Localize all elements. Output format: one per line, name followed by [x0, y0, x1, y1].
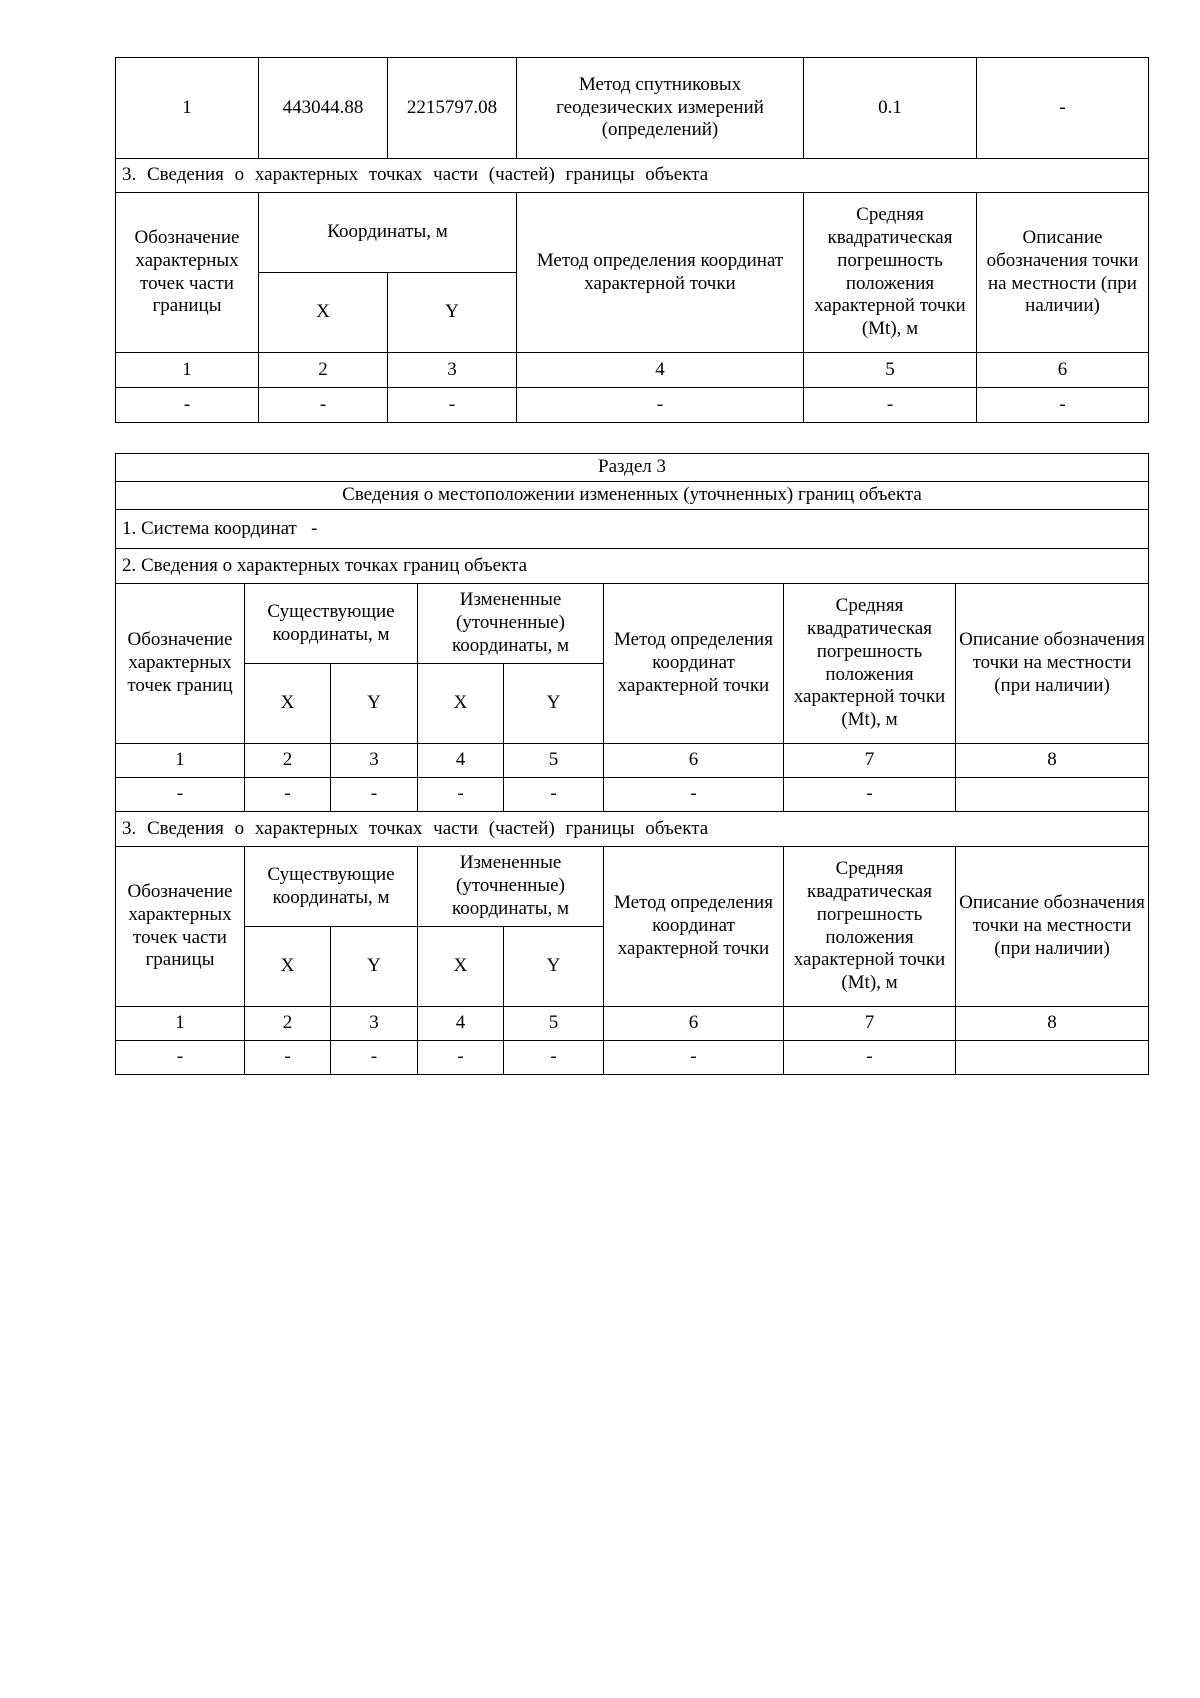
- table-row: [116, 482, 1149, 510]
- table-row: [116, 454, 1149, 482]
- table-row: [116, 1041, 1149, 1075]
- col-num: 5: [504, 744, 604, 778]
- header-coords: Координаты, м: [259, 193, 517, 273]
- header-x: X: [418, 664, 504, 744]
- col-num: 2: [245, 1007, 331, 1041]
- header-method: Метод определения координат характерной точки: [517, 193, 804, 353]
- table-row: [116, 778, 1149, 812]
- header-desc: Описание обозначения точки на местности (при наличии): [956, 584, 1149, 744]
- header-point-name: Обозначение характерных точек части границы: [116, 847, 245, 1007]
- col-num: 8: [956, 1007, 1149, 1041]
- header-row: [116, 847, 1149, 927]
- header-method: Метод определения координат характерной точки: [604, 584, 784, 744]
- header-method: Метод определения координат характерной точки: [604, 847, 784, 1007]
- table-row: [116, 159, 1149, 193]
- col-num: 7: [784, 1007, 956, 1041]
- empty-cell: -: [977, 388, 1149, 423]
- header-row: [116, 193, 1149, 273]
- header-mt: Средняя квадратическая погрешность положения характерной точки (Mt), м: [784, 584, 956, 744]
- header-x: X: [245, 664, 331, 744]
- cell-method: Метод спутниковых геодезических измерений (определений): [517, 58, 804, 159]
- header-changed-coords: Измененные (уточненные) координаты, м: [418, 584, 604, 664]
- col-num: 6: [977, 353, 1149, 388]
- empty-cell: [956, 778, 1149, 812]
- header-existing-coords: Существующие координаты, м: [245, 847, 418, 927]
- header-row: [116, 584, 1149, 664]
- header-point-name: Обозначение характерных точек части границы: [116, 193, 259, 353]
- section3-table: [115, 453, 1149, 1075]
- col-num: 2: [245, 744, 331, 778]
- cell-x: 443044.88: [259, 58, 388, 159]
- section-title-border-points: 2. Сведения о характерных точках границ объекта: [116, 549, 1149, 584]
- section-title-part-points: 3. Сведения о характерных точках части (частей) границы объекта: [116, 812, 1149, 847]
- empty-cell: -: [804, 388, 977, 423]
- column-number-row: [116, 744, 1149, 778]
- empty-cell: -: [418, 778, 504, 812]
- empty-cell: -: [784, 1041, 956, 1075]
- col-num: 3: [388, 353, 517, 388]
- empty-cell: -: [504, 778, 604, 812]
- header-existing-coords: Существующие координаты, м: [245, 584, 418, 664]
- empty-cell: -: [331, 1041, 418, 1075]
- col-num: 4: [418, 1007, 504, 1041]
- empty-cell: -: [504, 1041, 604, 1075]
- empty-cell: -: [517, 388, 804, 423]
- column-number-row: [116, 353, 1149, 388]
- header-y: Y: [504, 927, 604, 1007]
- column-number-row: [116, 1007, 1149, 1041]
- col-num: 5: [504, 1007, 604, 1041]
- header-y: Y: [331, 664, 418, 744]
- header-y: Y: [388, 273, 517, 353]
- empty-cell: -: [259, 388, 388, 423]
- header-y: Y: [331, 927, 418, 1007]
- col-num: 4: [517, 353, 804, 388]
- col-num: 3: [331, 1007, 418, 1041]
- empty-cell: -: [604, 778, 784, 812]
- section-title: Раздел 3: [116, 454, 1149, 482]
- header-changed-coords: Измененные (уточненные) координаты, м: [418, 847, 604, 927]
- header-x: X: [259, 273, 388, 353]
- col-num: 6: [604, 744, 784, 778]
- cell-desc: -: [977, 58, 1149, 159]
- col-num: 5: [804, 353, 977, 388]
- cell-mt: 0.1: [804, 58, 977, 159]
- empty-cell: -: [245, 1041, 331, 1075]
- section-subtitle: Сведения о местоположении измененных (уточненных) границ объекта: [116, 482, 1149, 510]
- header-y: Y: [504, 664, 604, 744]
- col-num: 3: [331, 744, 418, 778]
- header-desc: Описание обозначения точки на местности (при наличии): [956, 847, 1149, 1007]
- header-point-name: Обозначение характерных точек границ: [116, 584, 245, 744]
- cell-y: 2215797.08: [388, 58, 517, 159]
- empty-cell: -: [388, 388, 517, 423]
- col-num: 6: [604, 1007, 784, 1041]
- empty-cell: -: [116, 1041, 245, 1075]
- coordinate-system: 1. Система координат -: [116, 510, 1149, 549]
- table-row: [116, 58, 1149, 159]
- empty-cell: -: [116, 388, 259, 423]
- empty-cell: -: [245, 778, 331, 812]
- table-row: [116, 812, 1149, 847]
- col-num: 8: [956, 744, 1149, 778]
- col-num: 1: [116, 744, 245, 778]
- empty-cell: -: [784, 778, 956, 812]
- empty-cell: -: [418, 1041, 504, 1075]
- col-num: 1: [116, 1007, 245, 1041]
- cell-point-num: 1: [116, 58, 259, 159]
- header-desc: Описание обозначения точки на местности (при наличии): [977, 193, 1149, 353]
- boundary-points-table-top: [115, 57, 1149, 423]
- col-num: 1: [116, 353, 259, 388]
- header-x: X: [245, 927, 331, 1007]
- empty-cell: -: [604, 1041, 784, 1075]
- header-mt: Средняя квадратическая погрешность положения характерной точки (Mt), м: [784, 847, 956, 1007]
- col-num: 4: [418, 744, 504, 778]
- col-num: 2: [259, 353, 388, 388]
- empty-cell: -: [331, 778, 418, 812]
- col-num: 7: [784, 744, 956, 778]
- empty-cell: [956, 1041, 1149, 1075]
- empty-cell: -: [116, 778, 245, 812]
- section-title-part-points: 3. Сведения о характерных точках части (частей) границы объекта: [116, 159, 1149, 193]
- header-mt: Средняя квадратическая погрешность положения характерной точки (Mt), м: [804, 193, 977, 353]
- header-x: X: [418, 927, 504, 1007]
- table-row: [116, 388, 1149, 423]
- table-row: [116, 510, 1149, 549]
- table-row: [116, 549, 1149, 584]
